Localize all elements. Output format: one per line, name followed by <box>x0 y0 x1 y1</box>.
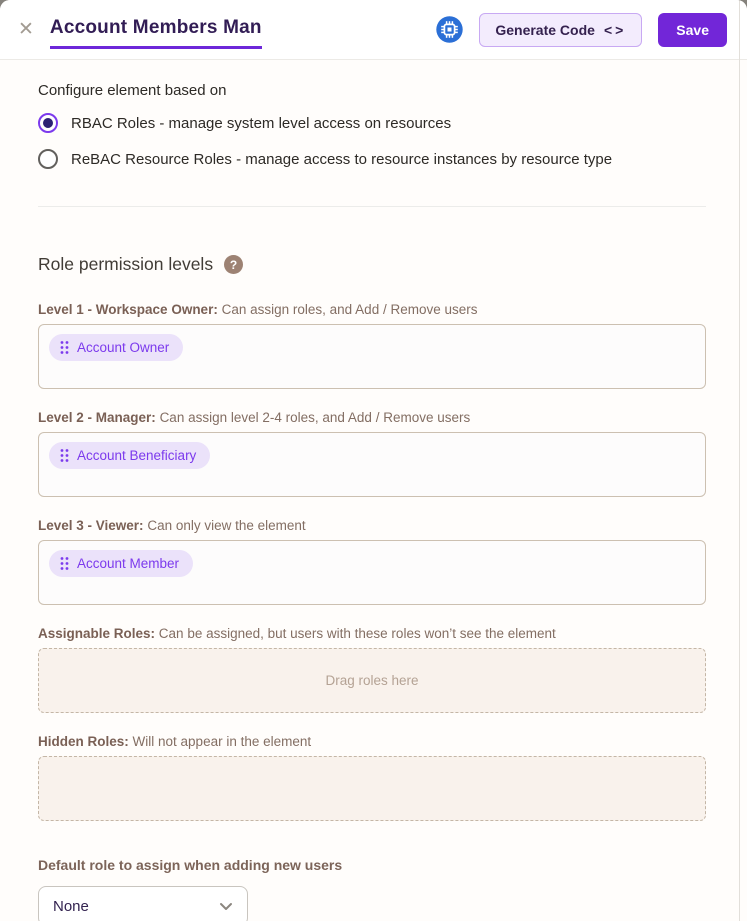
level-2-dropzone[interactable] <box>38 432 706 497</box>
code-brackets-icon: <> <box>603 21 627 38</box>
default-role-value: None <box>53 897 89 915</box>
radio-selected-icon[interactable] <box>38 113 58 133</box>
page-title: Account Members Man <box>50 17 262 49</box>
role-chip-label: Account Member <box>77 556 180 571</box>
level-1-dropzone[interactable] <box>38 324 706 389</box>
close-icon[interactable]: ✕ <box>14 16 38 43</box>
drag-handle-icon <box>60 340 69 355</box>
radio-option-rebac-label: ReBAC Resource Roles - manage access to resource instances by resource type <box>71 150 613 168</box>
radio-unselected-icon[interactable] <box>38 149 58 169</box>
drag-handle-icon <box>60 556 69 571</box>
assignable-roles-description: Can be assigned, but users with these roles won’t see the element <box>158 626 556 641</box>
radio-option-rebac[interactable] <box>38 149 706 169</box>
level-3-title: Level 3 - Viewer: <box>38 518 144 533</box>
chevron-down-icon <box>219 902 233 911</box>
default-role-label: Default role to assign when adding new users <box>38 857 343 873</box>
hidden-roles-description: Will not appear in the element <box>132 734 312 749</box>
role-chip-label: Account Owner <box>77 340 170 355</box>
generate-code-label: Generate Code <box>495 21 595 38</box>
assignable-roles-dropzone[interactable] <box>38 648 706 713</box>
level-2-label <box>38 410 706 425</box>
role-chip-label: Account Beneficiary <box>77 448 197 463</box>
save-button[interactable]: Save <box>658 13 727 47</box>
divider <box>38 206 706 207</box>
panel-edge-line <box>739 0 740 921</box>
default-role-select[interactable] <box>38 886 248 921</box>
level-3-description: Can only view the element <box>147 518 306 533</box>
role-chip-account-owner[interactable] <box>49 334 183 361</box>
level-2-description: Can assign level 2-4 roles, and Add / Remove users <box>159 410 471 425</box>
level-3-label <box>38 518 706 533</box>
embed-chip-icon[interactable] <box>435 15 464 44</box>
radio-option-rbac-label: RBAC Roles - manage system level access on resources <box>71 114 452 132</box>
configure-heading: Configure element based on <box>38 82 227 99</box>
hidden-roles-dropzone[interactable] <box>38 756 706 821</box>
radio-option-rbac[interactable] <box>38 113 706 133</box>
level-1-title: Level 1 - Workspace Owner: <box>38 302 218 317</box>
section-title: Role permission levels <box>38 254 214 274</box>
role-chip-account-member[interactable] <box>49 550 193 577</box>
role-chip-account-beneficiary[interactable] <box>49 442 210 469</box>
assignable-roles-title: Assignable Roles: <box>38 626 156 641</box>
level-2-title: Level 2 - Manager: <box>38 410 156 425</box>
help-icon[interactable]: ? <box>224 255 243 274</box>
level-1-label <box>38 302 706 317</box>
assignable-roles-label <box>38 626 706 641</box>
hidden-roles-label <box>38 734 706 749</box>
generate-code-button[interactable] <box>479 13 642 47</box>
drag-handle-icon <box>60 448 69 463</box>
dropzone-placeholder: Drag roles here <box>325 673 419 688</box>
level-3-dropzone[interactable] <box>38 540 706 605</box>
role-permission-levels-section <box>38 254 706 275</box>
header <box>0 0 747 60</box>
panel-body <box>0 60 747 921</box>
hidden-roles-title: Hidden Roles: <box>38 734 129 749</box>
level-1-description: Can assign roles, and Add / Remove users <box>221 302 478 317</box>
